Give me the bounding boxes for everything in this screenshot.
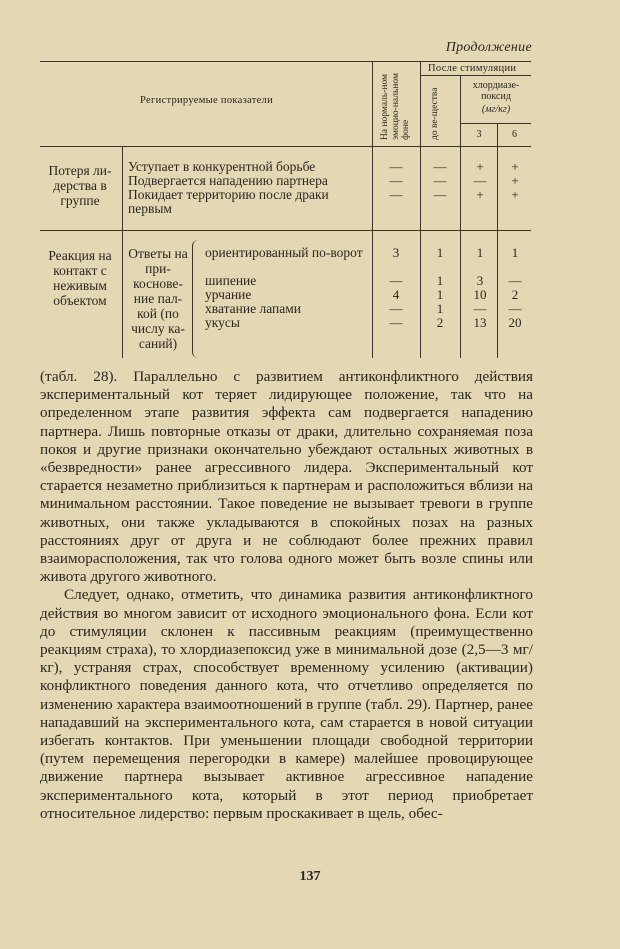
col-header-dose2: 6 bbox=[512, 129, 517, 140]
vline-5 bbox=[497, 123, 498, 358]
g2r2-v3: 3 bbox=[476, 273, 484, 288]
vline-4 bbox=[460, 76, 461, 358]
g1r3-v2: — bbox=[433, 187, 447, 202]
group1-row2-text: Подвергается нападению партнера bbox=[128, 173, 328, 188]
g1r2-v1: — bbox=[389, 173, 403, 188]
vline-2 bbox=[372, 62, 373, 358]
col-header-indicators: Регистрируемые показатели bbox=[140, 95, 274, 106]
g2r4-v3: — bbox=[473, 301, 487, 316]
g2r5-v2: 2 bbox=[436, 315, 444, 330]
g2r5-v4: 20 bbox=[508, 315, 522, 330]
brace bbox=[192, 240, 201, 358]
vline-1 bbox=[122, 146, 123, 358]
table-header-rule bbox=[40, 146, 531, 147]
col-header-drug-unit: (мг/кг) bbox=[481, 104, 511, 115]
g2r5-text: укусы bbox=[205, 315, 240, 330]
g1r2-v3: — bbox=[473, 173, 487, 188]
col-header-after: После стимуляции bbox=[428, 63, 517, 74]
g1r3-v1: — bbox=[389, 187, 403, 202]
group1-label: Потеря ли-дерства в группе bbox=[48, 163, 112, 208]
body-text bbox=[40, 368, 533, 823]
g2r2-text: шипение bbox=[205, 273, 257, 288]
table-top-rule bbox=[40, 61, 531, 62]
g2r4-v2: 1 bbox=[436, 301, 444, 316]
g2r4-text: хватание лапами bbox=[205, 301, 301, 316]
page-number: 137 bbox=[299, 869, 321, 884]
g1r2-v2: — bbox=[433, 173, 447, 188]
col-header-baseline: На нормаль-ном эмоцио-нальном фоне bbox=[380, 73, 411, 140]
col-header-drug: хлордиазе-поксид bbox=[472, 80, 520, 102]
group2-sublabel: Ответы на при-коснове-ние пал-кой (по числу ка-саний) bbox=[128, 246, 188, 351]
g2r3-v2: 1 bbox=[436, 287, 444, 302]
g2r3-v1: 4 bbox=[392, 287, 400, 302]
group1-row1-text: Уступает в конкурентной борьбе bbox=[128, 159, 316, 174]
g2r1-text: ориентированный по-ворот bbox=[205, 245, 363, 260]
group2-label: Реакция на контакт с неживым объектом bbox=[48, 248, 112, 308]
subheader-rule bbox=[420, 75, 531, 76]
g1r2-v4: + bbox=[511, 173, 519, 188]
g2r2-v1: — bbox=[389, 273, 403, 288]
g2r1-v3: 1 bbox=[476, 245, 484, 260]
g1r3-v4: + bbox=[511, 187, 519, 202]
g1r1-v3: + bbox=[476, 159, 484, 174]
col-header-before: до ве-щества bbox=[430, 87, 440, 140]
g2r3-text: урчание bbox=[205, 287, 252, 302]
table-group-rule bbox=[40, 230, 531, 231]
g2r2-v2: 1 bbox=[436, 273, 444, 288]
g1r3-v3: + bbox=[476, 187, 484, 202]
g2r1-v1: 3 bbox=[392, 245, 400, 260]
g2r1-v4: 1 bbox=[511, 245, 519, 260]
group1-row3-text: Покидает территорию после драки первым bbox=[128, 187, 329, 216]
g2r3-v3: 10 bbox=[473, 287, 487, 302]
col-header-dose1: 3 bbox=[476, 129, 482, 140]
drug-header-rule bbox=[460, 123, 531, 124]
g2r5-v1: — bbox=[389, 315, 403, 330]
g2r5-v3: 13 bbox=[473, 315, 487, 330]
g2r4-v4: — bbox=[508, 301, 522, 316]
g2r4-v1: — bbox=[389, 301, 403, 316]
g2r1-v2: 1 bbox=[436, 245, 444, 260]
paragraph-1: (табл. 28). Параллельно с развитием антиконфликтного действия экспериментальный кот теряет лидирующее положение, так что на определенном этапе развития эффекта сам подвергается нападению партнера. Лишь повторные отказы от драки, длительно сохраняемая поза покоя и другие признаки окончательно убеждают остальных животных в «безвредности» ранее агрессивного лидера. Экспериментальный кот старается незаметно приблизиться к партнерам и расположиться вблизи на минимальном расстоянии. Такое поведение не вызывает тревоги в группе животных, они также укладываются в спокойных позах на разных расстояниях друг от друга и не соблюдают более прежних правил взаиморасположения, так что голова одного может быть возле спины или живота другого животного. bbox=[40, 368, 533, 586]
g1r1-v4: + bbox=[511, 159, 519, 174]
continued-label: Продолжение bbox=[445, 40, 532, 55]
paragraph-2: Следует, однако, отметить, что динамика развития антиконфликтного действия во многом зависит от исходного эмоционального фона. Если кот до стимуляции склонен к пассивным реакциям (преимущественно реакциям страха), то хлордиазепоксид уже в минимальной дозе (2,5—3 мг/кг), устраняя страх, способствует временному усилению (активации) конфликтного поведения данного кота, что отчетливо определяется по изменению характера взаимоотношений в группе (табл. 29). Партнер, ранее нападавший на экспериментального кота, сам старается в новой ситуации избегать контактов. При уменьшении площади свободной территории (путем перемещения перегородки в камере) малейшее провоцирующее движение партнера вызывает активное агрессивное нападение экспериментального кота, который в этот период приобретает относительное лидерство: первым проскакивает в щель, обес- bbox=[40, 586, 533, 822]
g2r2-v4: — bbox=[508, 273, 522, 288]
g1r1-v1: — bbox=[389, 159, 403, 174]
vline-3 bbox=[420, 62, 421, 358]
g2r3-v4: 2 bbox=[511, 287, 519, 302]
g1r1-v2: — bbox=[433, 159, 447, 174]
